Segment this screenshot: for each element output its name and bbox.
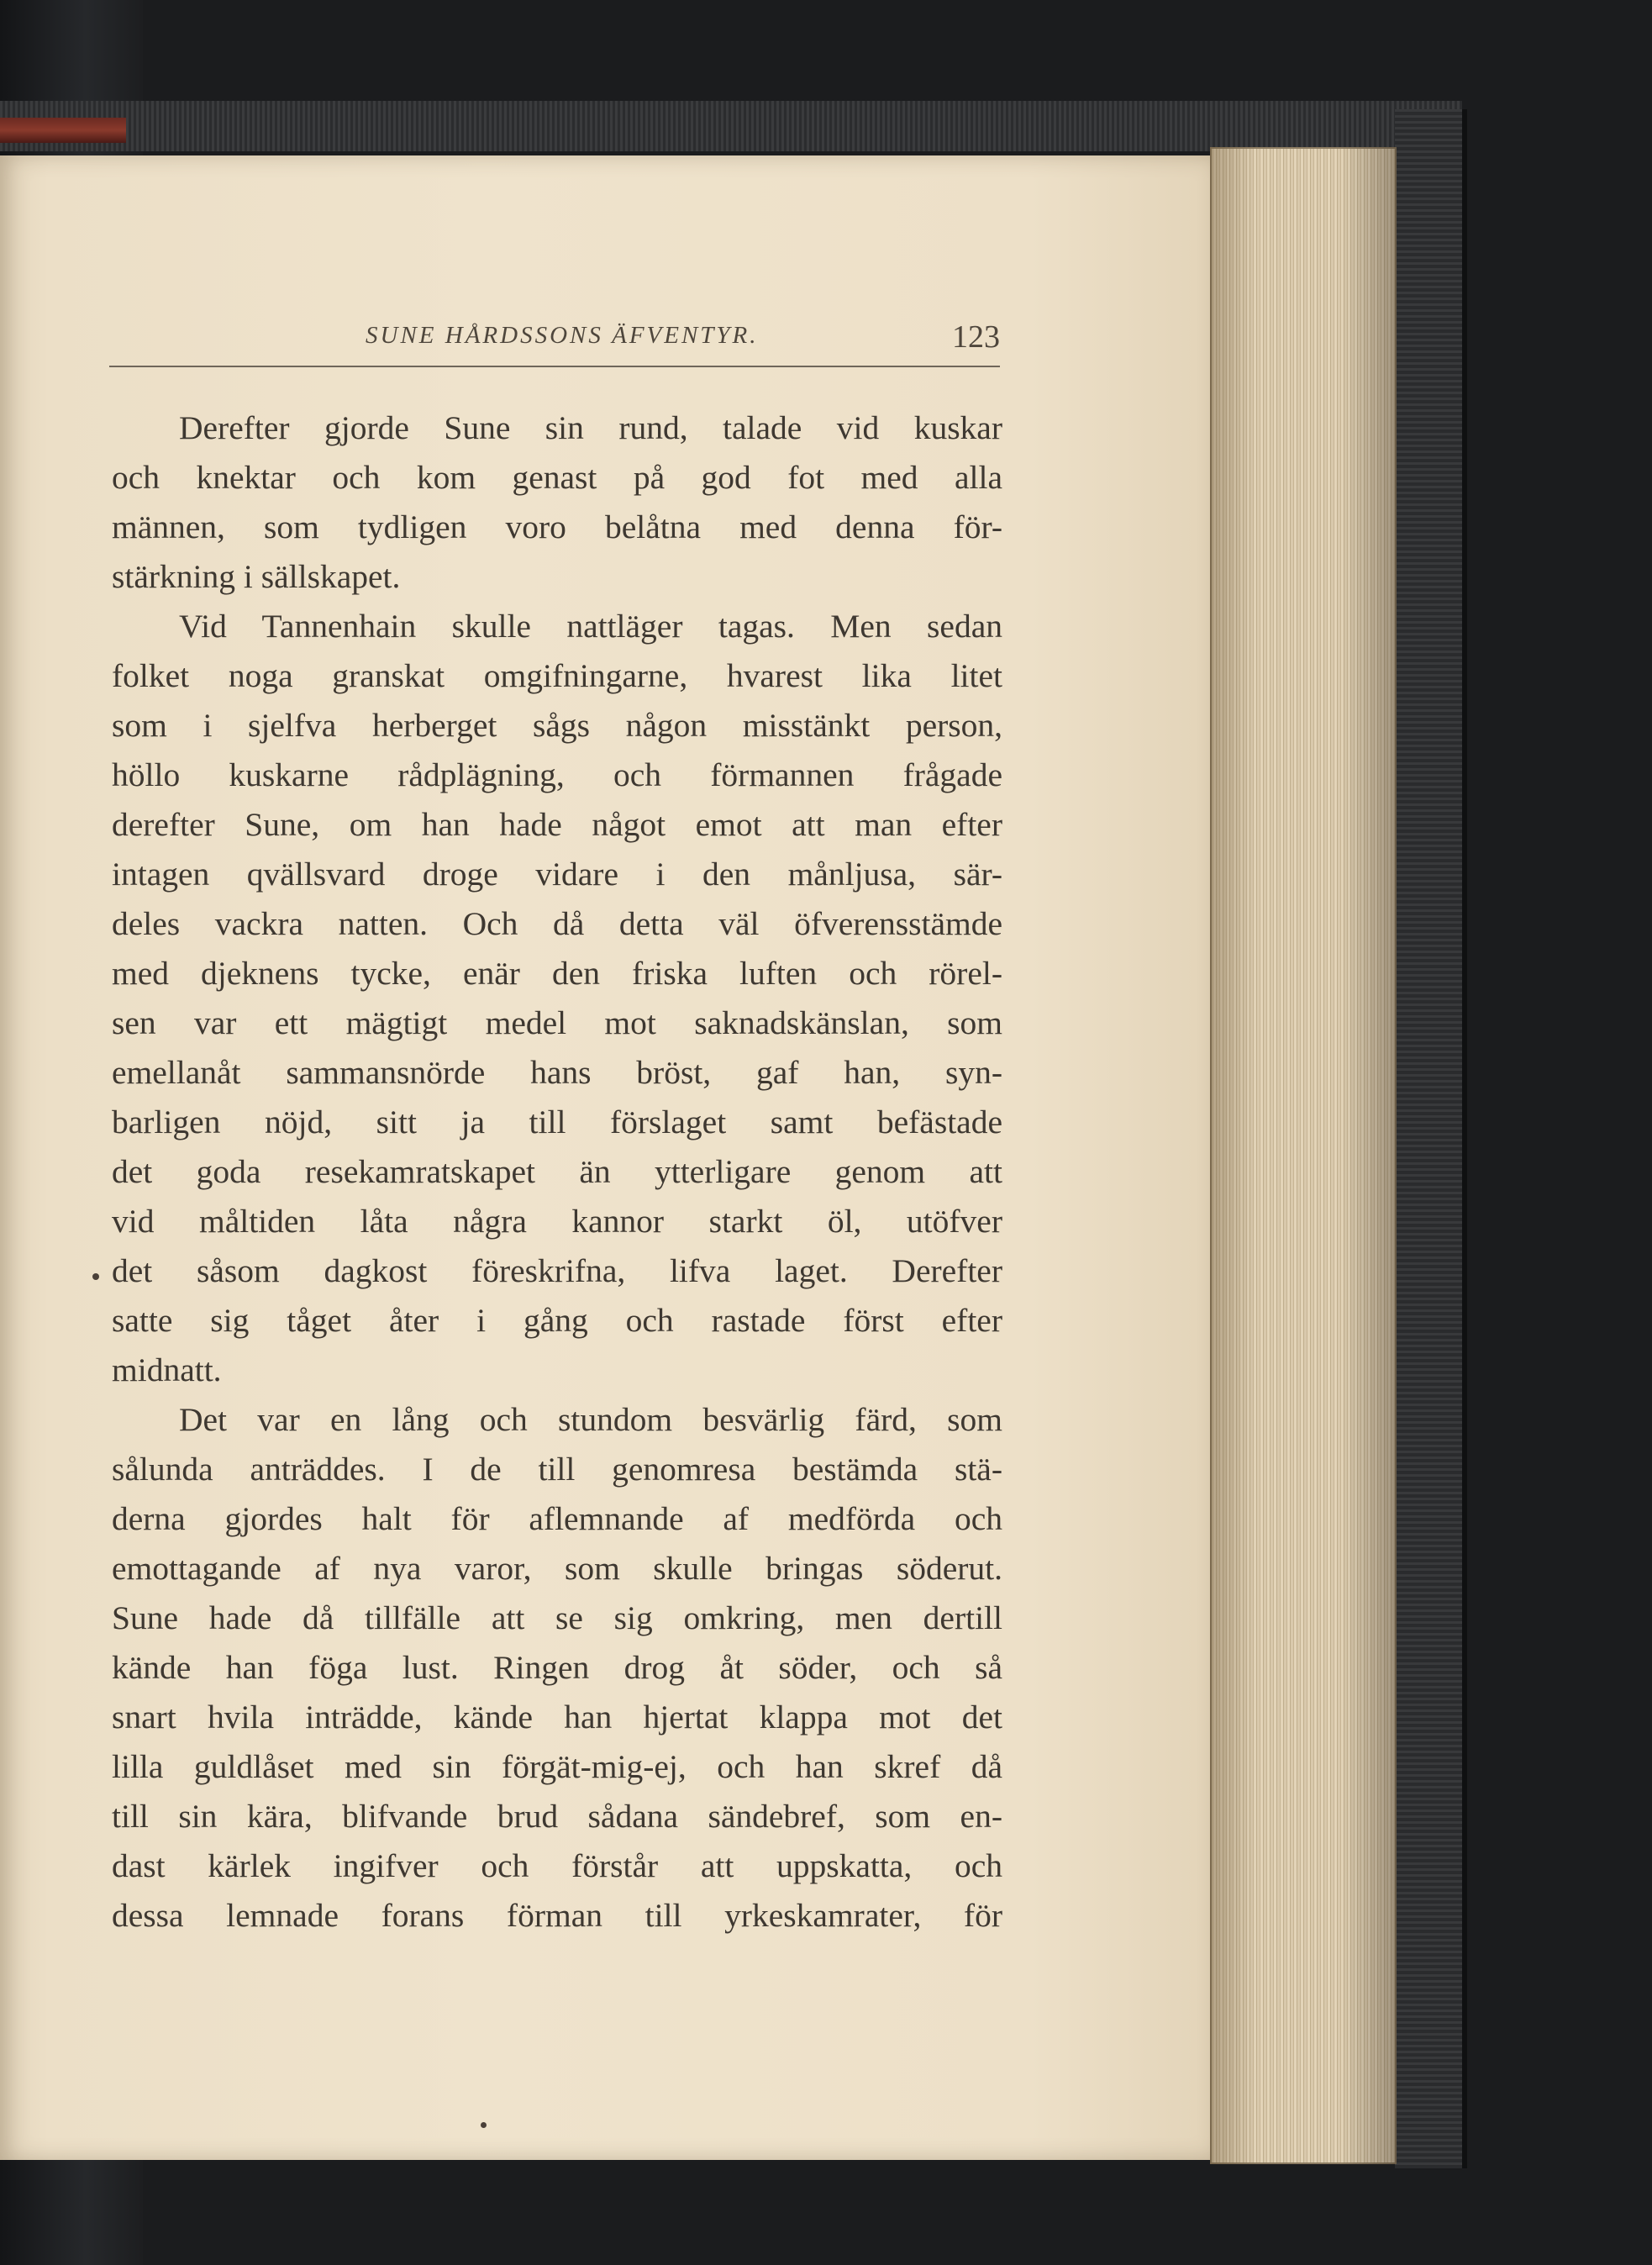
text-line: emellanåt sammansnörde hans bröst, gaf han, syn- bbox=[112, 1054, 1002, 1091]
text-line: det goda resekamratskapet än ytterligare genom att bbox=[112, 1153, 1002, 1190]
text-line: Det var en lång och stundom besvärlig färd, som bbox=[179, 1401, 1002, 1438]
text-line: lilla guldlåset med sin förgät-mig-ej, och han skref då bbox=[112, 1748, 1002, 1785]
ink-speck bbox=[481, 2122, 487, 2128]
text-line: Derefter gjorde Sune sin rund, talade vid kuskar bbox=[179, 409, 1002, 446]
page-number: 123 bbox=[952, 319, 1000, 355]
text-line: dessa lemnade forans förman till yrkeskamrater, för bbox=[112, 1897, 1002, 1934]
text-line: med djeknens tycke, enär den friska luften och rörel- bbox=[112, 955, 1002, 992]
text-line: dast kärlek ingifver och förstår att uppskatta, och bbox=[112, 1847, 1002, 1884]
text-line: folket noga granskat omgifningarne, hvarest lika litet bbox=[112, 657, 1002, 694]
text-line: satte sig tåget åter i gång och rastade först efter bbox=[112, 1302, 1002, 1339]
text-line: snart hvila inträdde, kände han hjertat klappa mot det bbox=[112, 1699, 1002, 1736]
text-line: emottagande af nya varor, som skulle bringas söderut. bbox=[112, 1550, 1002, 1587]
text-line: midnatt. bbox=[112, 1351, 222, 1388]
text-line: det såsom dagkost föreskrifna, lifva laget. Derefter bbox=[112, 1252, 1002, 1289]
text-line: männen, som tydligen voro belåtna med denna för- bbox=[112, 508, 1002, 545]
book-cover-top bbox=[0, 101, 1462, 151]
book-cover-right bbox=[1395, 109, 1467, 2168]
text-line: till sin kära, blifvande brud sådana sändebref, som en- bbox=[112, 1798, 1002, 1835]
text-line: sen var ett mägtigt medel mot saknadskänslan, som bbox=[112, 1004, 1002, 1041]
text-line: Vid Tannenhain skulle nattläger tagas. Men sedan bbox=[179, 608, 1002, 645]
text-line: stärkning i sällskapet. bbox=[112, 558, 401, 595]
text-line: sålunda anträddes. I de till genomresa bestämda stä- bbox=[112, 1451, 1002, 1488]
text-line: derefter Sune, om han hade något emot att man efter bbox=[112, 806, 1002, 843]
text-line: deles vackra natten. Och då detta väl öfverensstämde bbox=[112, 905, 1002, 942]
text-line: som i sjelfva herberget sågs någon misstänkt person, bbox=[112, 707, 1002, 744]
running-head bbox=[109, 315, 1000, 367]
text-line: intagen qvällsvard droge vidare i den månljusa, sär- bbox=[112, 856, 1002, 893]
text-line: höllo kuskarne rådplägning, och förmannen frågade bbox=[112, 756, 1002, 793]
page-edges-shade bbox=[1210, 147, 1397, 2164]
text-line: vid måltiden låta några kannor starkt öl, utöfver bbox=[112, 1203, 1002, 1240]
body-text bbox=[112, 403, 1002, 1941]
text-line: barligen nöjd, sitt ja till förslaget samt befästade bbox=[112, 1104, 1002, 1140]
text-line: Sune hade då tillfälle att se sig omkring, men dertill bbox=[112, 1599, 1002, 1636]
text-line: och knektar och kom genast på god fot med alla bbox=[112, 459, 1002, 496]
running-head-title: SUNE HÅRDSSONS ÄFVENTYR. bbox=[366, 322, 759, 349]
ribbon-bookmark bbox=[0, 118, 126, 143]
text-line: derna gjordes halt för aflemnande af medförda och bbox=[112, 1500, 1002, 1537]
ink-speck bbox=[92, 1273, 99, 1280]
text-line: kände han föga lust. Ringen drog åt söder, och så bbox=[112, 1649, 1002, 1686]
